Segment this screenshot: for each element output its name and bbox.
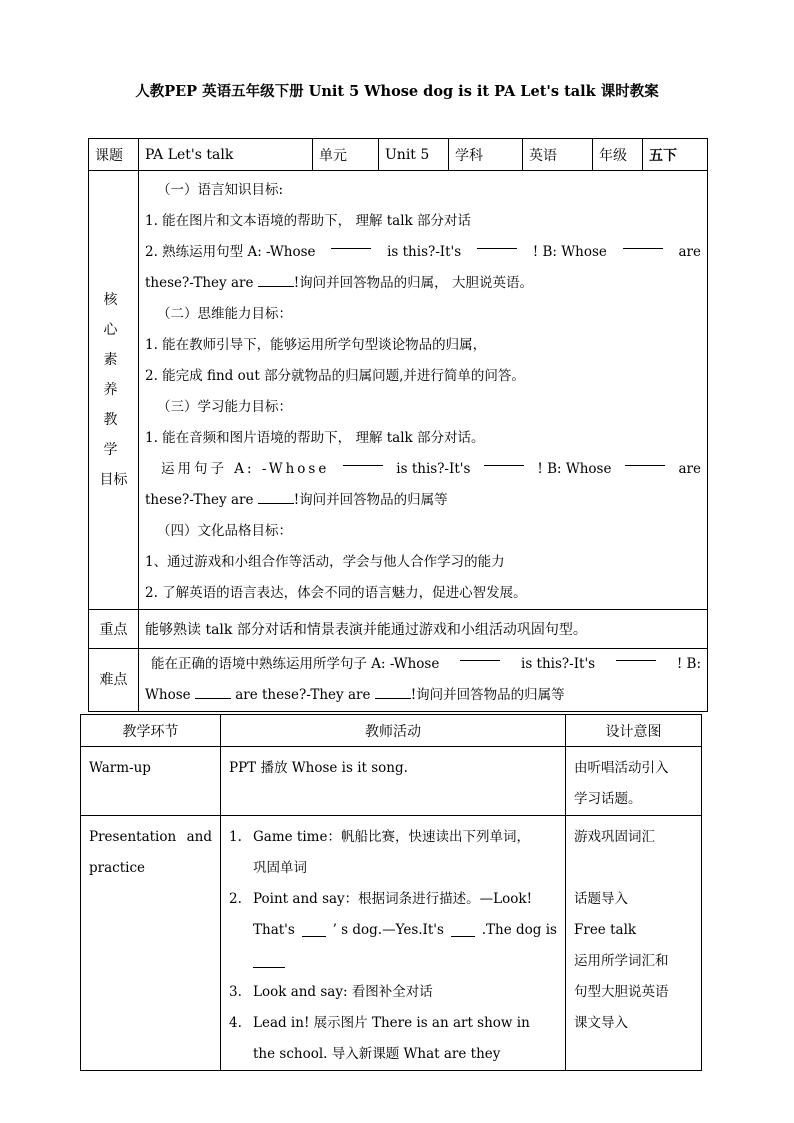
unit-value: Unit 5 (379, 139, 449, 171)
activity-item: 3. Look and say: 看图补全对话 (229, 984, 433, 1000)
warmup-stage: Warm-up (81, 747, 221, 816)
objective-line: 运用句子 A: -Whose is this?-It's ! B: Whose are (145, 454, 701, 485)
objective-line: 1. 能在音频和图片语境的帮助下， 理解 talk 部分对话。 (145, 430, 485, 446)
objective-line: 2. 熟练运用句型 A: -Whose is this?-It's ! B: Whose are (145, 237, 701, 268)
grade-value: 五下 (643, 139, 708, 171)
process-table (80, 714, 702, 1071)
warmup-activity: PPT 播放 Whose is it song. (221, 747, 566, 816)
document-title: 人教PEP 英语五年级下册 Unit 5 Whose dog is it PA Let's talk 课时教案 (135, 83, 659, 100)
objective-heading: （四）文化品格目标： (157, 523, 292, 539)
header-stage: 教学环节 (81, 715, 221, 747)
presentation-intent: 游戏巩固词汇 话题导入 Free talk 运用所学词汇和 句型大胆说英语 课文导入 (566, 816, 702, 1071)
header-intent: 设计意图 (566, 715, 702, 747)
presentation-activity (221, 816, 566, 1071)
activity-item: 4. Lead in! 展示图片 There is an art show in the school. 导入新课题 What are they (229, 1015, 530, 1062)
core-label: 核 心 素 养 教 学 目标 (89, 171, 139, 610)
unit-label: 单元 (313, 139, 379, 171)
key-point-text: 能够熟读 talk 部分对话和情景表演并能通过游戏和小组活动巩固句型。 (139, 610, 708, 649)
objective-line: these?-They are !询问并回答物品的归属等 (145, 492, 448, 508)
core-objectives (139, 171, 708, 610)
warmup-intent: 由听唱活动引入 学习话题。 (566, 747, 702, 816)
objective-line: 2. 了解英语的语言表达，体会不同的语言魅力，促进心智发展。 (145, 585, 527, 601)
topic-value: PA Let's talk (139, 139, 313, 171)
activity-item: 2. Point and say：根据词条进行描述。—Look! That's ’ s dog.—Yes.It's .The dog is (229, 884, 557, 977)
objective-heading: （一）语言知识目标: (157, 182, 284, 198)
objective-line: 1. 能在教师引导下，能够运用所学句型谈论物品的归属， (145, 337, 487, 353)
subject-value: 英语 (523, 139, 593, 171)
objectives-table (88, 138, 708, 712)
objective-line: 1. 能在图片和文本语境的帮助下， 理解 talk 部分对话 (145, 213, 472, 229)
header-activity: 教师活动 (221, 715, 566, 747)
activity-item: 1. Game time：帆船比赛，快速读出下列单词， 巩固单词 (229, 829, 530, 876)
topic-label: 课题 (89, 139, 139, 171)
key-point-label: 重点 (89, 610, 139, 649)
objective-heading: （二）思维能力目标： (157, 306, 292, 322)
objective-heading: （三）学习能力目标： (157, 399, 292, 415)
difficult-point-label: 难点 (89, 649, 139, 712)
objective-line: 1、通过游戏和小组合作等活动，学会与他人合作学习的能力 (145, 554, 505, 570)
grade-label: 年级 (593, 139, 643, 171)
objective-line: 2. 能完成 find out 部分就物品的归属问题,并进行简单的问答。 (145, 368, 525, 384)
objective-line: these?-They are !询问并回答物品的归属， 大胆说英语。 (145, 275, 533, 291)
presentation-stage: Presentation and practice (81, 816, 221, 1071)
subject-label: 学科 (449, 139, 523, 171)
difficult-point-text: 能在正确的语境中熟练运用所学句子 A: -Whose is this?-It's ! B: Whose are these?-They are !询问并回答物品的归属等 (139, 649, 708, 712)
